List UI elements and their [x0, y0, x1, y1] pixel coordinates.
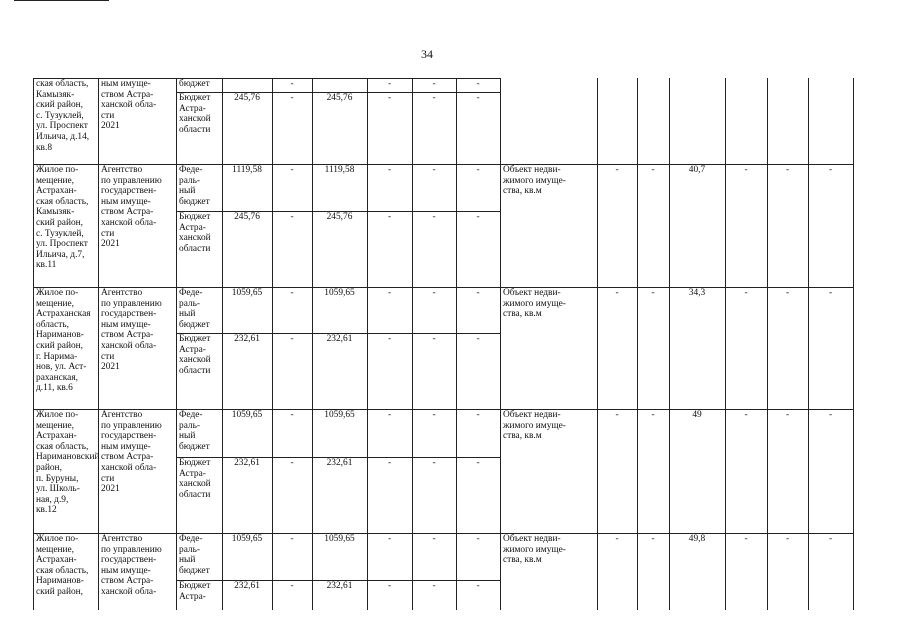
regional-budget-cell: Бюджет Астра- ханской области [179, 212, 211, 254]
dash-cell: - [432, 212, 436, 222]
column-rule [669, 78, 670, 610]
dash-cell: - [387, 334, 392, 344]
dash-cell: - [290, 288, 294, 298]
dash-cell: - [290, 212, 294, 222]
federal-total-cell: 1059,65 [324, 410, 355, 420]
agency-cell: ным имуще- ством Астра- ханской обла- сти 2021 [101, 79, 157, 132]
dash-cell: - [290, 581, 294, 591]
dash-cell: - [828, 534, 833, 544]
regional-budget-cell: Бюджет Астра- ханской области [179, 334, 211, 376]
dash-cell: - [476, 165, 480, 175]
object-address-cell: Жилое по- мещение, Астрахан- ская область, Наримановский район, п. Буруны, ул. Школь- ная, д.9, кв.12 [36, 410, 100, 516]
object-address-cell: Жилое по- мещение, Астрахан- ская область, Нариманов- ский район, [36, 534, 89, 597]
regional-amount-cell: 245,76 [234, 93, 260, 103]
federal-budget-cell: бюджет [179, 79, 210, 89]
property-type-cell: Объект недви- жимого имуще- ства, кв.м [503, 534, 566, 566]
regional-amount-cell: 232,61 [234, 334, 260, 344]
dash-cell: - [476, 334, 480, 344]
area-value-cell: 49,8 [688, 534, 706, 544]
regional-amount-cell: 245,76 [234, 212, 260, 222]
area-value-cell: 34,3 [688, 288, 706, 298]
column-rule [853, 78, 854, 610]
federal-amount-cell: 1059,65 [231, 410, 263, 420]
federal-total-cell: 1119,58 [324, 165, 355, 175]
column-rule [98, 78, 99, 610]
regional-total-cell: 232,61 [326, 334, 353, 344]
dash-cell: - [615, 534, 619, 544]
dash-cell: - [744, 410, 748, 420]
dash-cell: - [387, 212, 392, 222]
dash-cell: - [387, 165, 392, 175]
regional-budget-cell: Бюджет Астра- ханской области [179, 458, 211, 500]
property-type-cell: Объект недви- жимого имуще- ства, кв.м [503, 165, 566, 197]
dash-cell: - [651, 165, 655, 175]
dash-cell: - [290, 534, 294, 544]
column-rule [725, 78, 726, 610]
regional-total-cell: 245,76 [326, 93, 353, 103]
federal-amount-cell: 1119,58 [232, 165, 262, 175]
column-rule [637, 78, 638, 610]
dash-cell: - [387, 581, 392, 591]
dash-cell: - [476, 288, 480, 298]
dash-cell: - [785, 410, 790, 420]
dash-cell: - [785, 534, 790, 544]
dash-cell: - [828, 410, 833, 420]
area-value-cell: 40,7 [688, 165, 706, 175]
dash-cell: - [432, 458, 436, 468]
dash-cell: - [785, 165, 790, 175]
regional-budget-cell: Бюджет Астра- ханской области [179, 93, 211, 135]
agency-cell: Агентство по управлению государствен- ным имуще- ством Астра- ханской обла- [101, 534, 162, 597]
agency-cell: Агентство по управлению государствен- ным имуще- ством Астра- ханской обла- сти 2021 [101, 165, 162, 250]
object-address-cell: Жилое по- мещение, Астрахан- ская область, Камызяк- ский район, с. Тузуклей, ул. Проспект Ильича, д.7, кв.11 [36, 165, 89, 271]
object-address-cell: ская область, Камызяк- ский район, с. Тузуклей, ул. Проспект Ильича, д.14, кв.8 [36, 79, 90, 153]
regional-total-cell: 232,61 [326, 458, 353, 468]
dash-cell: - [785, 288, 790, 298]
dash-cell: - [432, 534, 436, 544]
object-address-cell: Жилое по- мещение, Астраханская область, Нариманов- ский район, г. Нарима- нов, ул. Аст- раханская, д.11, кв.6 [36, 288, 91, 394]
dash-cell: - [432, 79, 436, 89]
dash-cell: - [290, 79, 294, 89]
header-rule [14, 0, 109, 1]
dash-cell: - [744, 288, 748, 298]
dash-cell: - [290, 458, 294, 468]
federal-budget-cell: Феде- раль- ный бюджет [179, 534, 210, 576]
dash-cell: - [432, 288, 436, 298]
dash-cell: - [651, 288, 655, 298]
dash-cell: - [387, 458, 392, 468]
dash-cell: - [290, 410, 294, 420]
dash-cell: - [476, 581, 480, 591]
dash-cell: - [744, 534, 748, 544]
federal-total-cell: 1059,65 [324, 534, 355, 544]
regional-total-cell: 245,76 [326, 212, 353, 222]
column-rule [597, 78, 598, 610]
property-type-cell: Объект недви- жимого имуще- ства, кв.м [503, 288, 566, 320]
dash-cell: - [290, 334, 294, 344]
regional-total-cell: 232,61 [326, 581, 353, 591]
dash-cell: - [290, 165, 294, 175]
dash-cell: - [290, 93, 294, 103]
page-number: 34 [421, 47, 433, 61]
dash-cell: - [476, 410, 480, 420]
dash-cell: - [476, 212, 480, 222]
column-rule [176, 78, 177, 610]
dash-cell: - [828, 288, 833, 298]
dash-cell: - [387, 93, 392, 103]
dash-cell: - [615, 410, 619, 420]
dash-cell: - [432, 165, 436, 175]
dash-cell: - [476, 458, 480, 468]
dash-cell: - [432, 581, 436, 591]
dash-cell: - [828, 165, 833, 175]
property-type-cell: Объект недви- жимого имуще- ства, кв.м [503, 410, 566, 442]
area-value-cell: 49 [692, 410, 702, 420]
federal-budget-cell: Феде- раль- ный бюджет [179, 288, 210, 330]
regional-budget-cell: Бюджет Астра- [179, 581, 211, 602]
federal-budget-cell: Феде- раль- ный бюджет [179, 410, 210, 452]
column-rule [500, 78, 501, 610]
dash-cell: - [432, 93, 436, 103]
column-rule [808, 78, 809, 610]
agency-cell: Агентство по управлению государствен- ным имуще- ством Астра- ханской обла- сти 2021 [101, 410, 162, 495]
dash-cell: - [744, 165, 748, 175]
dash-cell: - [476, 93, 480, 103]
regional-amount-cell: 232,61 [234, 581, 260, 591]
federal-total-cell: 1059,65 [324, 288, 355, 298]
dash-cell: - [476, 79, 480, 89]
dash-cell: - [476, 534, 480, 544]
regional-amount-cell: 232,61 [234, 458, 260, 468]
federal-budget-cell: Феде- раль- ный бюджет [179, 165, 210, 207]
dash-cell: - [432, 410, 436, 420]
dash-cell: - [615, 165, 619, 175]
federal-amount-cell: 1059,65 [231, 288, 263, 298]
column-rule [33, 78, 34, 610]
dash-cell: - [651, 534, 655, 544]
dash-cell: - [432, 334, 436, 344]
dash-cell: - [387, 288, 392, 298]
dash-cell: - [615, 288, 619, 298]
column-rule [767, 78, 768, 610]
federal-amount-cell: 1059,65 [231, 534, 263, 544]
dash-cell: - [387, 534, 392, 544]
dash-cell: - [651, 410, 655, 420]
agency-cell: Агентство по управлению государствен- ным имуще- ством Астра- ханской обла- сти 2021 [101, 288, 162, 373]
dash-cell: - [387, 410, 392, 420]
dash-cell: - [387, 79, 392, 89]
